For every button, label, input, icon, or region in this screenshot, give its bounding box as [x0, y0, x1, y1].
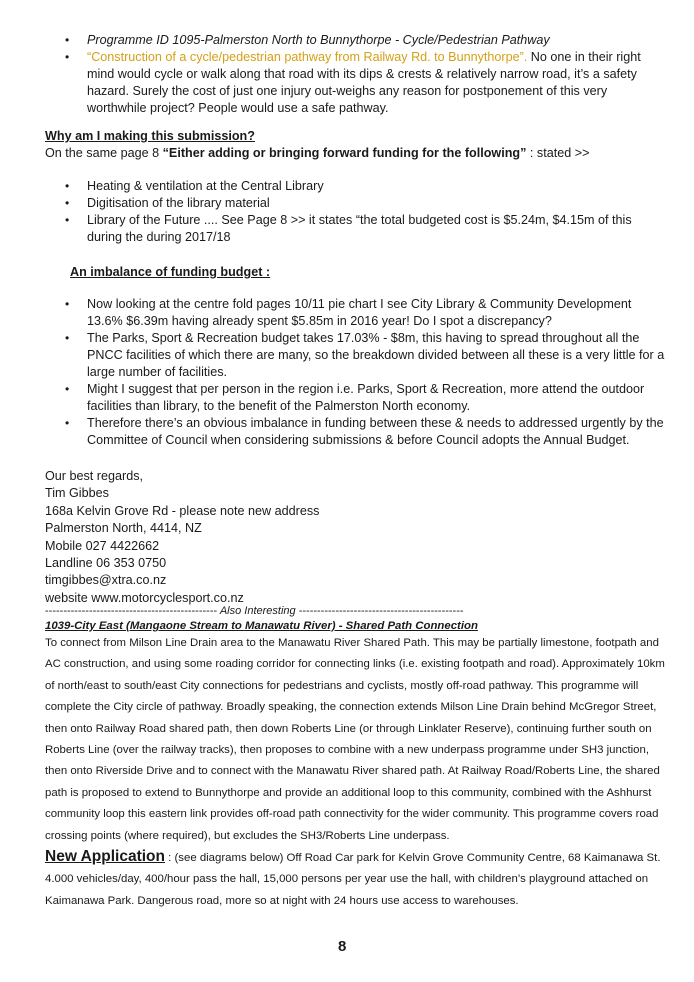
programme-comment: No one in their right mind would cycle or walk along that road with its dips & crests & relatively narrow road, it’s a safety hazard. Surely the cost of just one injury out-weighs any reason for postponement of this very worthwhile project? People would use a safe pathway. — [87, 50, 641, 115]
imbalance-heading: An imbalance of funding budget : — [70, 265, 271, 279]
email: timgibbes@xtra.co.nz — [45, 573, 167, 588]
website: website www.motorcyclesport.co.nz — [45, 590, 244, 605]
list-item: • The Parks, Sport & Recreation budget takes 17.03% - $8m, this having to spread throughout all the PNCC facilities of which there are many, so the breakdown divided between all these is a very little for a large number of facilities. — [45, 330, 670, 381]
list-item: • Now looking at the centre fold pages 10/11 pie chart I see City Library & Community Development 13.6% $6.39m having already spent $5.85m in 2016 year! Do I spot a discrepancy? — [45, 296, 670, 330]
closing: Our best regards, — [45, 469, 143, 483]
new-application-body: : (see diagrams below) Off Road Car park for Kelvin Grove Community Centre, 68 Kaimanawa St. 4.000 vehicles/day, 400/hour pass the hall, 15,000 persons per year use the hall, with children’s playground attached on Kaimanawa Park. Dangerous road, more so at night with 24 hours use access to warehouses. — [45, 852, 661, 907]
why-intro — [45, 145, 665, 162]
address: 168a Kelvin Grove Rd - please note new address — [45, 503, 320, 518]
project-body: To connect from Milson Line Drain area to the Manawatu River Shared Path. This may be partially limestone, footpath and AC construction, and using some roading corridor for connecting links (i.e. existing footpath and road). Approximately 10km of north/east to south/east City connections for pedestrians and cyclists, mostly off-road pathway. This programme will complete the City circle of pathway. Broadly speaking, the connection extends Milson Line Drain behind McGregor Street, then onto Railway Road shared path, then down Roberts Line (or through Linklater Reserve), continuing further south on Roberts Line (over the railway tracks), then proposes to combine with a new underpass programme under SH3 junction, then onto Riverside Drive and to connect with the Manawatu River shared path. At Railway Road/Roberts Line, the shared path is proposed to extend to Bunnythorpe and provide an additional loop to this community, combined with the Ashhurst community loop this eastern link provides off-road path connectivity for the wider community. This programme covers road crossing points (where required), but excludes the SH3/Roberts Line underpass. — [45, 637, 665, 842]
list-item: • Might I suggest that per person in the region i.e. Parks, Sport & Recreation, more attend the outdoor facilities than library, to the benefit of the Palmerston North economy. — [45, 381, 670, 415]
funding-items-list — [45, 178, 665, 246]
list-item: • Heating & ventilation at the Central Library — [45, 178, 665, 195]
list-item: • Therefore there’s an obvious imbalance in funding between these & needs to addressed urgently by the Committee of Council when considering submissions & before Council adopts the Annual Budget. — [45, 415, 670, 449]
programme-quote-item — [45, 49, 665, 117]
why-heading: Why am I making this submission? — [45, 129, 255, 143]
programme-id-item — [45, 32, 665, 49]
imbalance-list — [45, 296, 670, 449]
new-application — [45, 846, 670, 912]
why-section — [45, 128, 665, 162]
why-intro-prefix: On the same page 8 — [45, 146, 163, 160]
separator-right: --------------------------------------------- — [298, 605, 464, 617]
why-intro-bold: “Either adding or bringing forward funding for the following” — [162, 146, 527, 160]
programme-id-text: Programme ID 1095-Palmerston North to Bunnythorpe - Cycle/Pedestrian Pathway — [87, 33, 550, 47]
landline: Landline 06 353 0750 — [45, 556, 167, 571]
list-item: • Library of the Future .... See Page 8 >> it states “the total budgeted cost is $5.24m, $4.15m of this during the during 2017/18 — [45, 212, 665, 246]
signature-block — [45, 468, 445, 607]
new-application-heading: New Application — [45, 848, 165, 865]
programme-quote: “Construction of a cycle/pedestrian pathway from Railway Rd. to Bunnythorpe”. — [87, 50, 528, 64]
why-intro-suffix: : stated >> — [526, 146, 590, 160]
page-number: 8 — [338, 938, 347, 955]
programme-bullet-list — [45, 32, 665, 117]
separator-left: ----------------------------------------------- — [45, 605, 218, 617]
separator-label: Also Interesting — [217, 605, 299, 617]
mobile: Mobile 027 4422662 — [45, 538, 160, 553]
city: Palmerston North, 4414, NZ — [45, 521, 202, 536]
list-item: • Digitisation of the library material — [45, 195, 665, 212]
project-title: 1039-City East (Mangaone Stream to Manawatu River) - Shared Path Connection — [45, 620, 478, 632]
author-name: Tim Gibbes — [45, 486, 109, 501]
